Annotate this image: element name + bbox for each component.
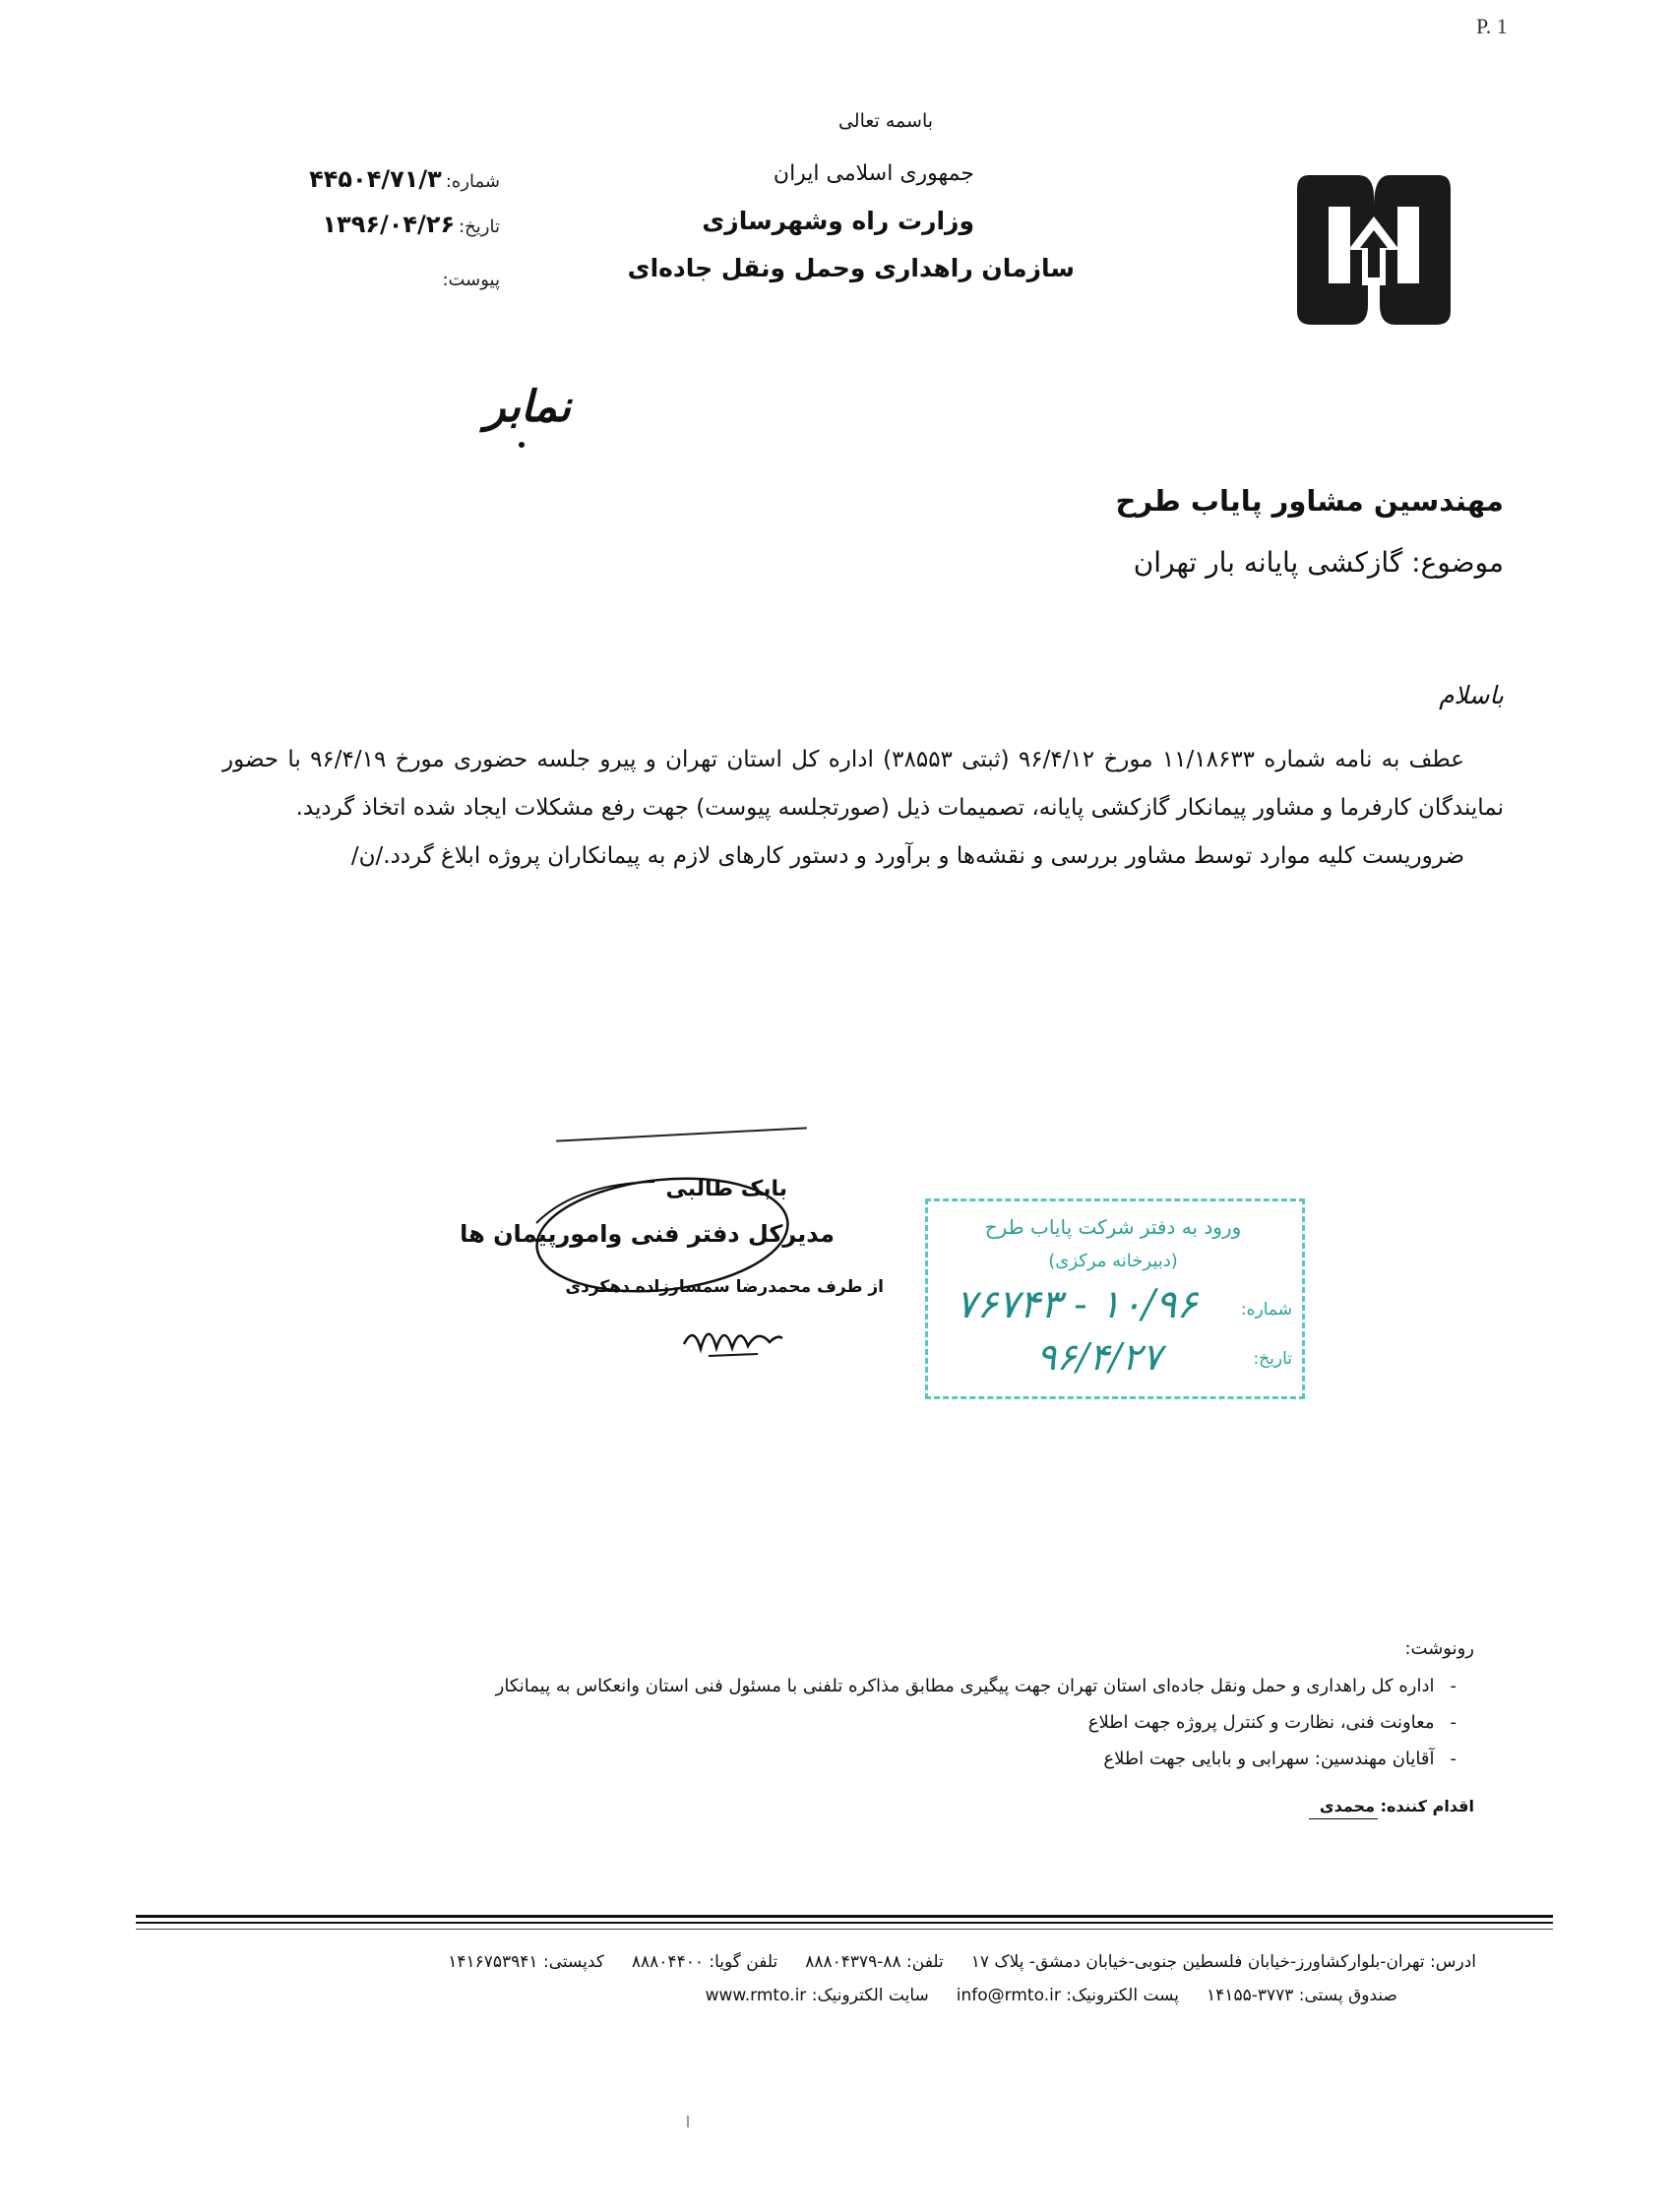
stamp-company-line: ورود به دفتر شرکت پایاب طرح <box>984 1215 1242 1239</box>
signature-line <box>556 1127 807 1141</box>
rmto-logo-icon <box>1289 167 1458 333</box>
cc-dash: - <box>1450 1749 1456 1769</box>
letter-date-value: ۱۳۹۶/۰۴/۲۶ <box>322 211 456 238</box>
salutation: باسلام <box>1439 681 1504 709</box>
recipient: مهندسین مشاور پایاب طرح <box>1115 484 1504 518</box>
subject-line: موضوع: گازکشی پایانه بار تهران <box>1133 546 1504 579</box>
fax-mark-text: نمابر <box>484 382 571 432</box>
letter-number-row <box>246 165 500 193</box>
signatory-on-behalf: از طرف محمدرضا سمسارزاده دهکردی <box>565 1277 884 1297</box>
cc-list <box>285 1668 1456 1777</box>
attachment-label: پیوست: <box>442 270 500 290</box>
cc-item-text: اداره کل راهداری و حمل ونقل جاده‌ای استان تهران جهت پیگیری مطابق مذاکره تلفنی با مسئول فنی استان وانعکاس به پیمانکار <box>495 1676 1435 1696</box>
stamp-date-value: ۹۶/۴/۲۷ <box>1036 1335 1162 1379</box>
handwritten-signature-icon <box>679 1315 787 1364</box>
letter-date-row <box>246 211 500 238</box>
body-paragraph: عطف به نامه شماره ۱۱/۱۸۶۳۳ مورخ ۹۶/۴/۱۲ (ثبتی ۳۸۵۵۳) اداره کل استان تهران و پیرو جلسه حضوری مورخ ۹۶/۴/۱۹ با حضور نمایندگان کارفرما و مشاور پیمانکار گازکشی پایانه، تصمیمات ذیل (صورتجلسه پیوست) جهت رفع مشکلات ایجاد شده اتخاذ گردید. <box>222 747 1504 821</box>
stamp-number-value: ۱۰/۹۶ - ۷۶۷۴۳ <box>956 1282 1198 1327</box>
org-line-ministry: وزارت راه وشهرسازی <box>702 207 974 235</box>
handwriting-icon <box>463 362 581 451</box>
body-paragraph: ضروریست کلیه موارد توسط مشاور بررسی و نقشه‌ها و برآورد و دستور کارهای لازم به پیمانکاران پروژه ابلاغ گردد./ن/ <box>350 843 1464 869</box>
cc-item <box>285 1668 1456 1704</box>
footer-phone: تلفن: ۸۸-۸۸۸۰۴۳۷۹ <box>805 1952 944 1972</box>
fax-mark-handwriting <box>463 362 581 451</box>
attachment-row <box>246 264 500 291</box>
action-underline <box>1309 1818 1378 1819</box>
bismillah-header: باسمه تعالی <box>837 110 934 132</box>
page-number: P. 1 <box>1476 14 1508 38</box>
footer-contact-line <box>236 1952 1476 1972</box>
org-line-country: جمهوری اسلامی ایران <box>773 161 974 186</box>
cc-item <box>285 1704 1456 1741</box>
received-stamp <box>925 1198 1305 1399</box>
footer-phone-gooya: تلفن گویا: ۸۸۸۰۴۴۰۰ <box>631 1952 778 1972</box>
signatory-name: بابک طالبی <box>665 1177 787 1201</box>
stamp-office-line: (دبیرخانه مرکزی) <box>1048 1251 1178 1271</box>
stamp-number-label: شماره: <box>1240 1300 1292 1320</box>
letter-date-label: تاریخ: <box>459 216 500 237</box>
footer-po-box: صندوق پستی: ۳۷۷۳-۱۴۱۵۵ <box>1207 1986 1397 2005</box>
cc-title: رونوشت: <box>1404 1638 1474 1659</box>
footer-email[interactable]: پست الکترونیک: info@rmto.ir <box>956 1986 1180 2005</box>
cc-dash: - <box>1450 1676 1456 1696</box>
action-by: اقدام کننده: محمدی <box>1319 1797 1474 1815</box>
footer-rule <box>136 1922 1553 1924</box>
footer-postal-code: کدپستی: ۱۴۱۶۷۵۳۹۴۱ <box>448 1952 604 1972</box>
cc-item-text: آقایان مهندسین: سهرابی و بابایی جهت اطلاع <box>1103 1749 1435 1769</box>
org-line-organization: سازمان راهداری وحمل ونقل جاده‌ای <box>627 254 1075 282</box>
footer-address: ادرس: تهران-بلوارکشاورز-خیابان فلسطین جنوبی-خیابان دمشق- پلاک ۱۷ <box>970 1952 1476 1972</box>
footer-online-line <box>335 1986 1397 2005</box>
letter-number-label: شماره: <box>445 171 500 192</box>
letter-number-value: ۴۴۵۰۴/۷۱/۳ <box>309 165 442 193</box>
cc-item-text: معاونت فنی، نظارت و کنترل پروژه جهت اطلاع <box>1087 1712 1435 1733</box>
cc-item <box>285 1741 1456 1777</box>
footer-website[interactable]: سایت الکترونیک: www.rmto.ir <box>705 1986 929 2005</box>
footer-rule <box>136 1915 1553 1918</box>
letter-body <box>222 736 1504 881</box>
stamp-date-label: تاریخ: <box>1253 1349 1292 1369</box>
signatory-title: مدیرکل دفتر فنی وامورپیمان ها <box>460 1220 835 1248</box>
cc-dash: - <box>1450 1712 1456 1733</box>
scan-mark <box>687 2116 689 2127</box>
footer-rule <box>136 1929 1553 1930</box>
